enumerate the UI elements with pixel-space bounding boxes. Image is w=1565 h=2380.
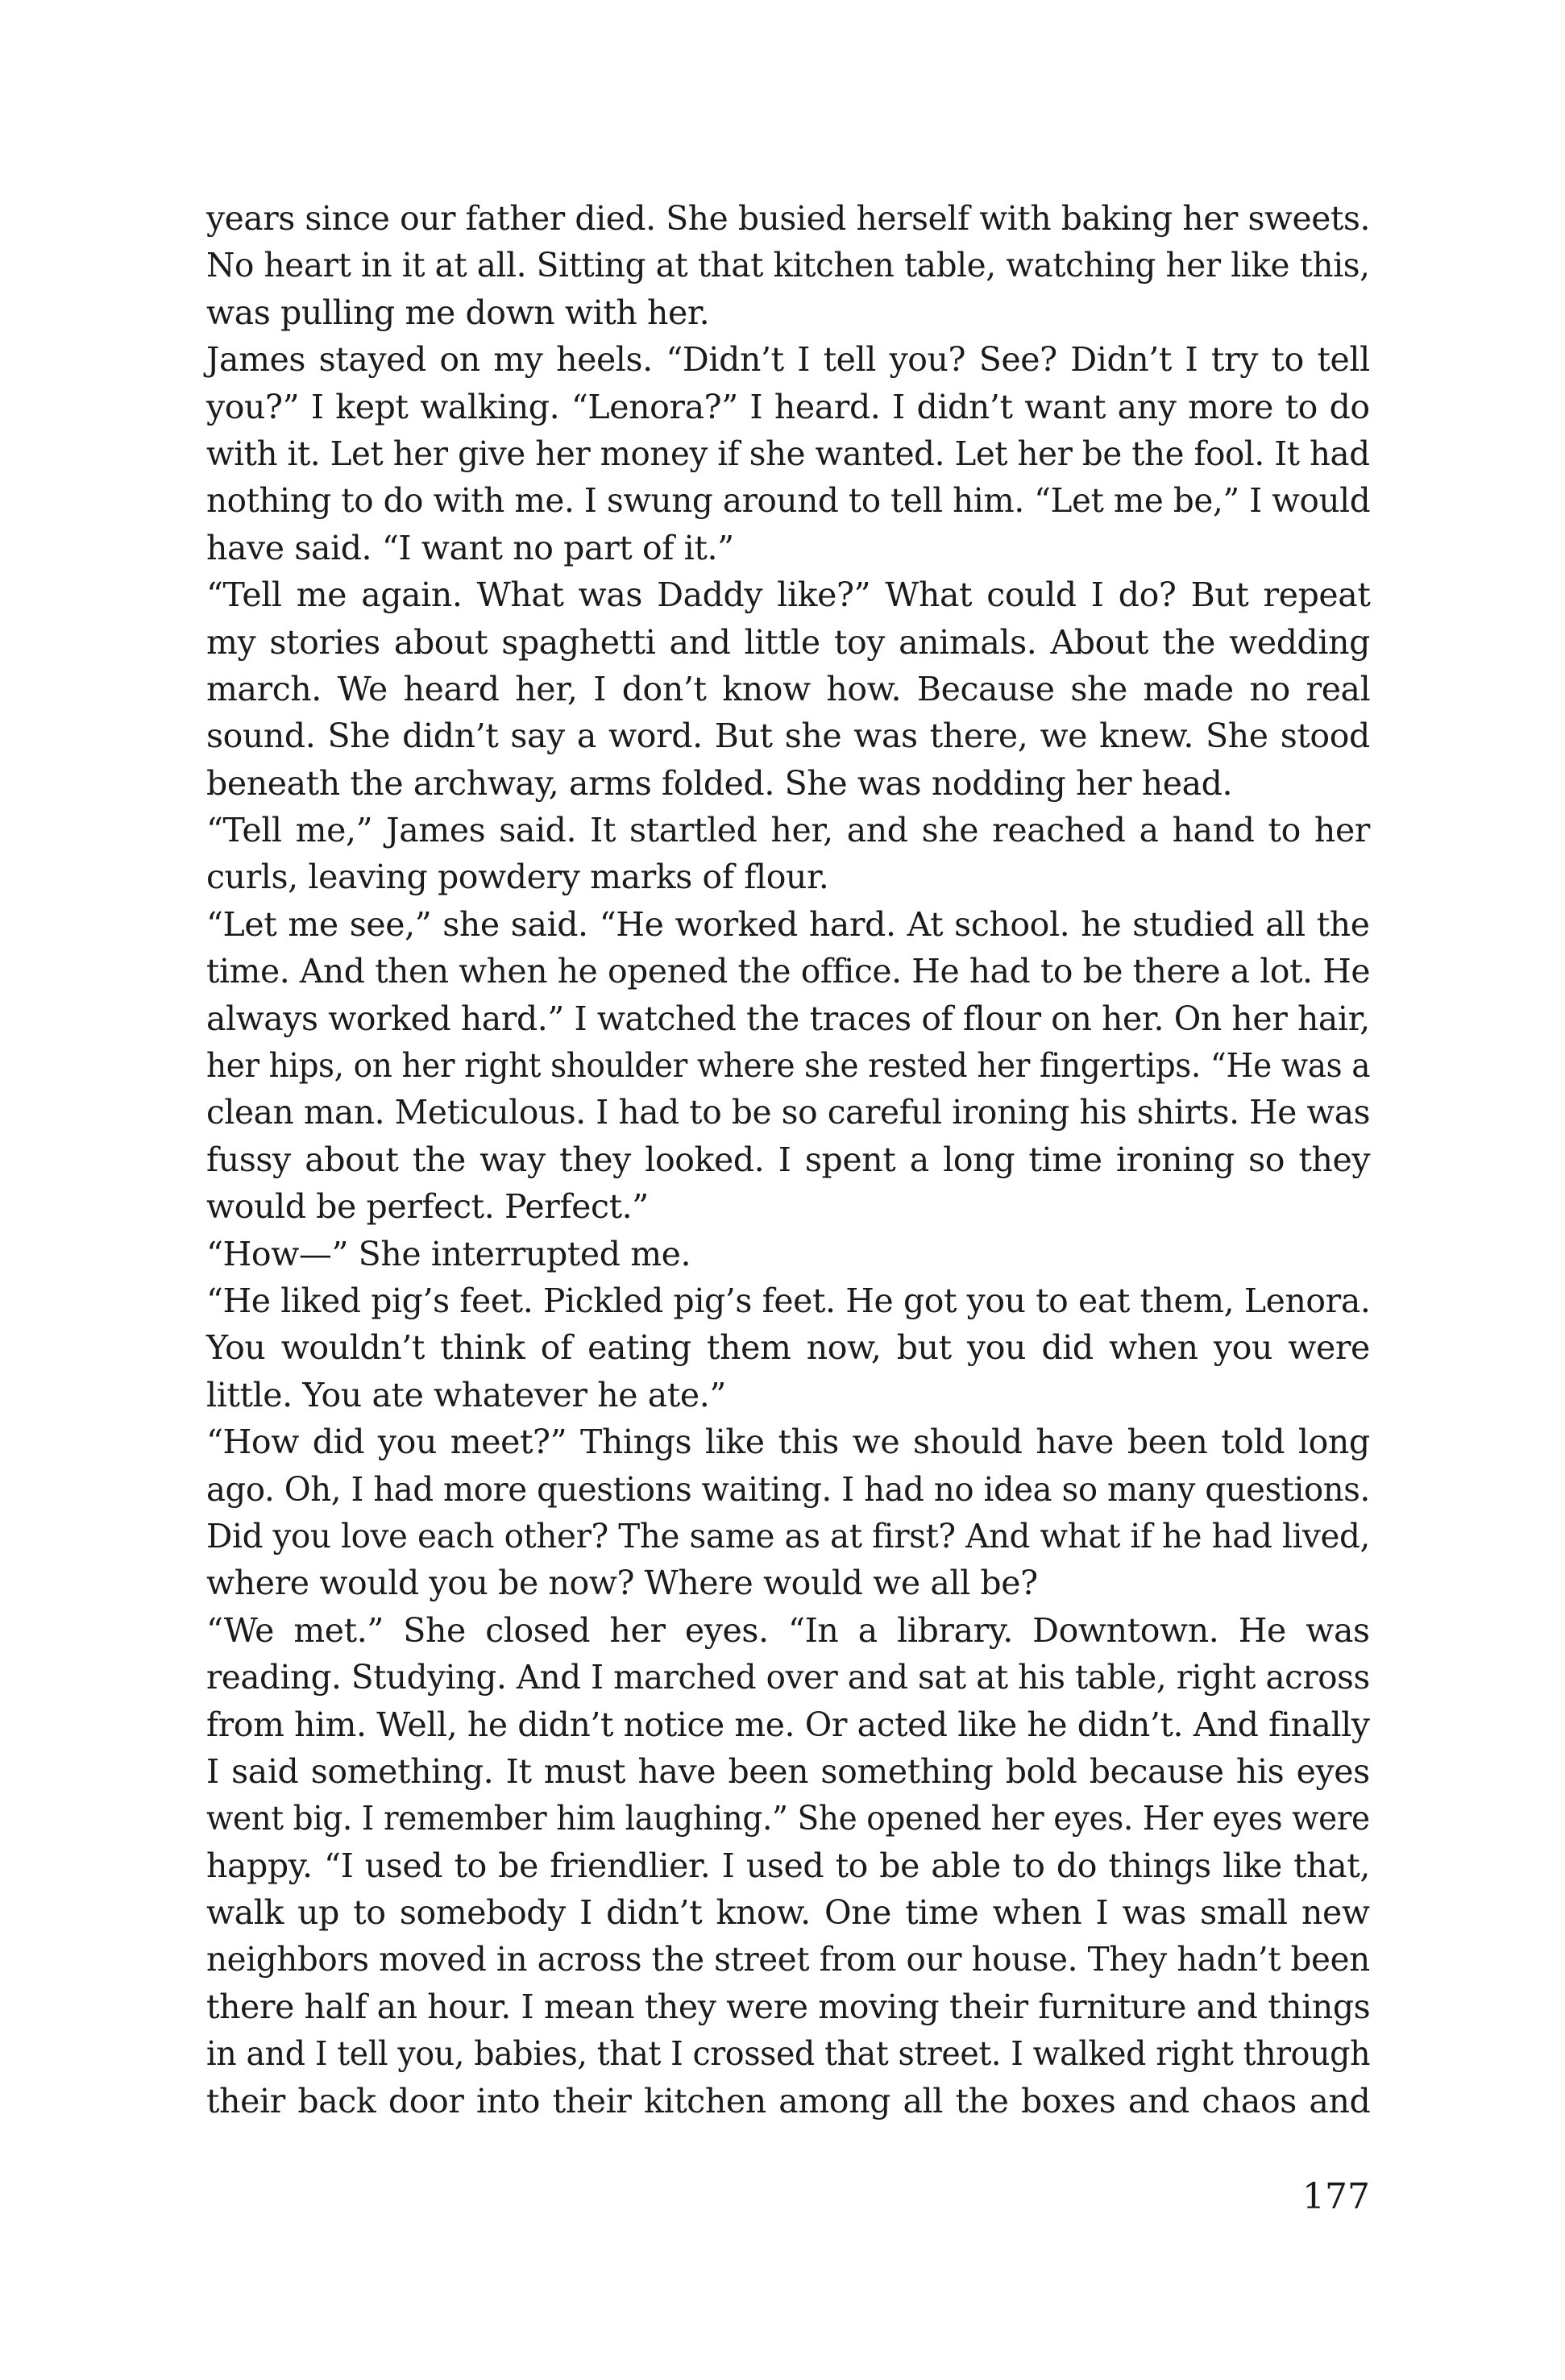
text-line: curls, leaving powdery marks of flour. (206, 858, 829, 897)
text-line: would be perfect. Perfect.” (206, 1187, 649, 1227)
text-line: her hips, on her right shoulder where she rested her fingertips. “He was a (206, 1046, 1371, 1086)
text-line: their back door into their kitchen among all the boxes and chaos and (206, 2081, 1371, 2120)
text-line: clean man. Meticulous. I had to be so careful ironing his shirts. He was (206, 1093, 1371, 1132)
page-number: 177 (1302, 2176, 1370, 2217)
text-line: went big. I remember him laughing.” She opened her eyes. Her eyes were (206, 1799, 1370, 1838)
text-line: happy. “I used to be friendlier. I used to be able to do things like that, (206, 1846, 1371, 1885)
text-line: walk up to somebody I didn’t know. One time when I was small new (206, 1893, 1370, 1933)
text-line: in and I tell you, babies, that I crossed that street. I walked right through (206, 2034, 1371, 2074)
text-line: reading. Studying. And I marched over and sat at his table, right across (206, 1658, 1370, 1697)
text-line: James stayed on my heels. “Didn’t I tell you? See? Didn’t I try to tell (206, 340, 1370, 380)
text-line: always worked hard.” I watched the traces of flour on her. On her hair, (206, 999, 1370, 1038)
text-line: my stories about spaghetti and little toy animals. About the wedding (206, 622, 1370, 662)
text-line: where would you be now? Where would we all be? (206, 1564, 1038, 1603)
text-line: Did you love each other? The same as at first? And what if he had lived, (206, 1516, 1370, 1556)
text-line: with it. Let her give her money if she wanted. Let her be the fool. It had (206, 434, 1370, 473)
text-line: from him. Well, he didn’t notice me. Or acted like he didn’t. And finally (206, 1705, 1370, 1744)
text-line: neighbors moved in across the street from our house. They hadn’t been (206, 1940, 1370, 1979)
text-line: little. You ate whatever he ate.” (206, 1375, 726, 1414)
text-line: there half an hour. I mean they were moving their furniture and things (206, 1987, 1371, 2026)
text-line: beneath the archway, arms folded. She was nodding her head. (206, 763, 1233, 803)
text-line: “How—” She interrupted me. (206, 1234, 691, 1273)
text-line: nothing to do with me. I swung around to tell him. “Let me be,” I would (206, 481, 1371, 521)
text-line: years since our father died. She busied herself with baking her sweets. (206, 199, 1371, 238)
text-line: “How did you meet?” Things like this we should have been told long (206, 1423, 1370, 1462)
text-line: “Tell me,” James said. It startled her, and she reached a hand to her (206, 811, 1371, 850)
text-line: have said. “I want no part of it.” (206, 528, 734, 567)
text-line: “Let me see,” she said. “He worked hard. At school. he studied all the (206, 904, 1370, 944)
text-line: time. And then when he opened the office. He had to be there a lot. He (206, 952, 1371, 991)
text-line: “Tell me again. What was Daddy like?” What could I do? But repeat (206, 575, 1371, 615)
text-line: you?” I kept walking. “Lenora?” I heard. I didn’t want any more to do (206, 387, 1370, 426)
text-line: “We met.” She closed her eyes. “In a library. Downtown. He was (206, 1610, 1370, 1650)
text-line: You wouldn’t think of eating them now, but you did when you were (206, 1328, 1370, 1368)
text-line: I said something. It must have been something bold because his eyes (206, 1751, 1370, 1791)
text-line: was pulling me down with her. (206, 293, 710, 332)
text-line: march. We heard her, I don’t know how. Because she made no real (206, 669, 1371, 708)
text-line: “He liked pig’s feet. Pickled pig’s feet. He got you to eat them, Lenora. (206, 1281, 1371, 1320)
text-line: ago. Oh, I had more questions waiting. I had no idea so many questions. (206, 1469, 1370, 1509)
text-line: fussy about the way they looked. I spent a long time ironing so they (206, 1140, 1371, 1179)
text-line: No heart in it at all. Sitting at that kitchen table, watching her like this, (206, 246, 1370, 285)
text-line: sound. She didn’t say a word. But she was there, we knew. She stood (206, 716, 1370, 756)
body-text (206, 195, 1370, 2125)
